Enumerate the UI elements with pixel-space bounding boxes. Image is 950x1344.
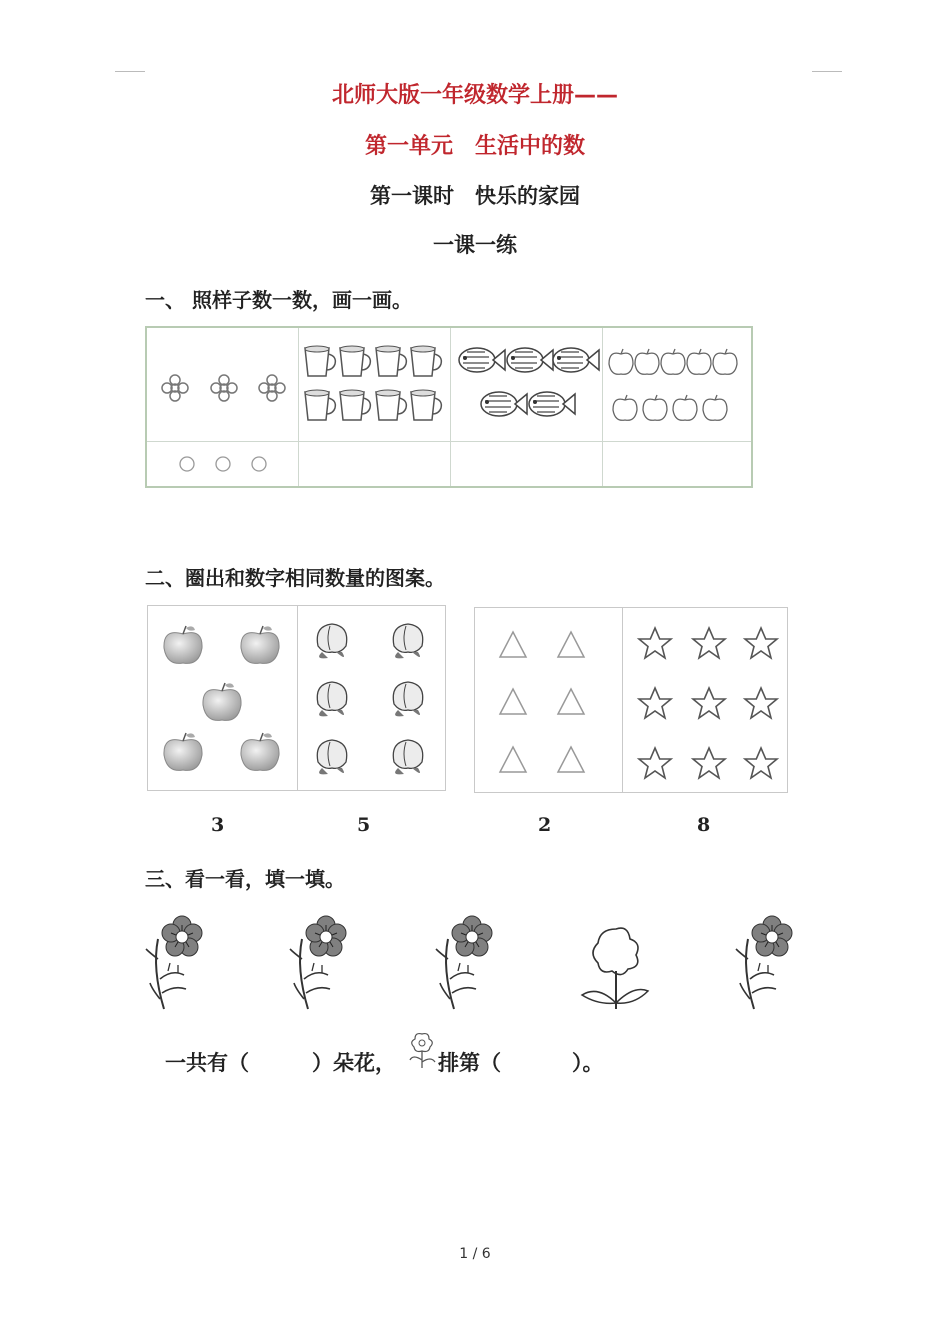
apple-cell [603, 328, 751, 442]
fruit-panel [147, 605, 446, 791]
exercise-subtitle: 一课一练 [433, 233, 517, 257]
flower-row-icons [140, 905, 810, 1017]
fish-cell [451, 328, 603, 442]
fill-text-position: 排第（ [438, 1051, 501, 1075]
small-flower-icon [407, 1030, 437, 1070]
unit-title: 第一单元 生活中的数 [364, 134, 585, 159]
answer-cell-fish[interactable] [451, 442, 603, 486]
position-blank[interactable] [506, 1044, 572, 1074]
corner-mark-right [812, 71, 842, 72]
section1-heading: 一、 照样子数一数，画一画。 [145, 288, 412, 312]
section2-heading: 二、圈出和数字相同数量的图案。 [145, 566, 445, 590]
fill-text-total: 一共有（ [165, 1051, 249, 1075]
apple-outline-icons [603, 328, 751, 442]
fill-text-end: ）。 [572, 1051, 604, 1075]
flower-cell [147, 328, 299, 442]
target-number-peaches: 5 [357, 814, 371, 836]
total-count-blank[interactable] [256, 1044, 312, 1074]
triangle-star-icons[interactable] [475, 608, 787, 792]
cup-cell [299, 328, 451, 442]
page-title: 北师大版一年级数学上册—— [331, 83, 618, 108]
counting-grid [145, 326, 753, 488]
target-number-apples: 3 [211, 814, 225, 836]
cup-icons [299, 328, 451, 442]
lesson-title: 第一课时 快乐的家园 [370, 184, 580, 208]
answer-cell-example [147, 442, 299, 486]
flower-icons [147, 328, 299, 442]
target-number-triangles: 2 [538, 814, 552, 836]
fish-icons [451, 328, 603, 442]
apple-peach-icons[interactable] [148, 606, 445, 790]
answer-cell-apples[interactable] [603, 442, 751, 486]
circle-sample-icons [147, 442, 299, 486]
answer-cell-cups[interactable] [299, 442, 451, 486]
target-number-stars: 8 [697, 814, 711, 836]
section3-heading: 三、看一看，填一填。 [145, 867, 345, 891]
page-number: 1 / 6 [459, 1246, 491, 1262]
corner-mark-left [115, 71, 145, 72]
fill-text-flowers: ）朵花， [312, 1051, 396, 1075]
shape-panel [474, 607, 788, 793]
